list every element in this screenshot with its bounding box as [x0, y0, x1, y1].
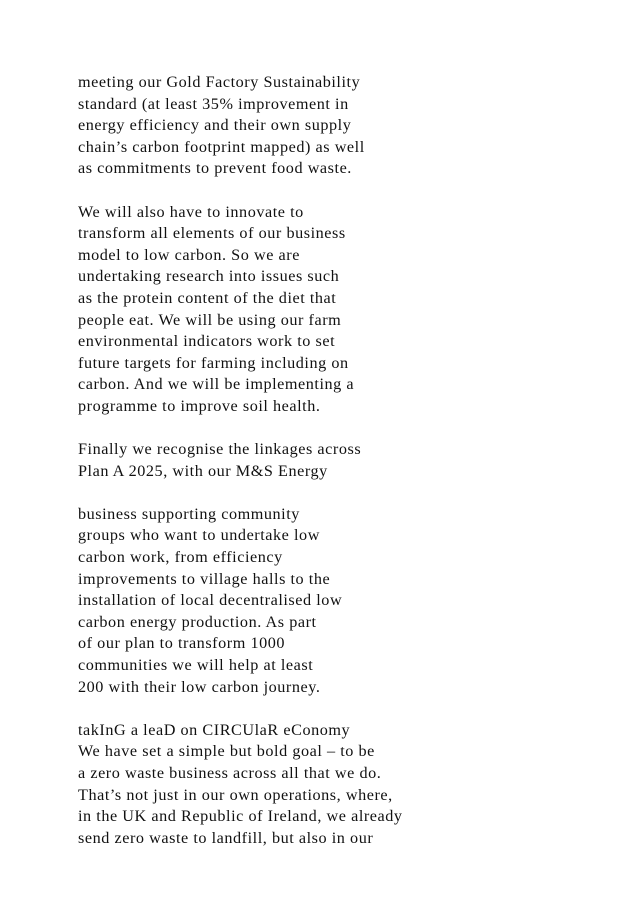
- text-line: environmental indicators work to set: [78, 332, 336, 351]
- text-line: as commitments to prevent food waste.: [78, 159, 352, 178]
- text-line: programme to improve soil health.: [78, 396, 321, 415]
- text-line: future targets for farming including on: [78, 353, 349, 372]
- text-line: in the UK and Republic of Ireland, we already: [78, 807, 403, 826]
- text-line: undertaking research into issues such: [78, 267, 340, 286]
- text-line: installation of local decentralised low: [78, 591, 343, 610]
- text-line: carbon energy production. As part: [78, 612, 317, 631]
- text-line: improvements to village halls to the: [78, 569, 331, 588]
- paragraph-linkages: [78, 439, 618, 482]
- text-line: transform all elements of our business: [78, 224, 346, 243]
- text-line: That’s not just in our own operations, where,: [78, 785, 393, 804]
- paragraph-circular-economy: [78, 720, 618, 850]
- text-line: meeting our Gold Factory Sustainability: [78, 73, 361, 91]
- text-line: a zero waste business across all that we do.: [78, 764, 382, 782]
- text-line: as the protein content of the diet that: [78, 288, 337, 307]
- text-line: Finally we recognise the linkages across: [78, 440, 362, 459]
- text-line: We have set a simple but bold goal – to be: [78, 742, 375, 761]
- text-line: We will also have to innovate to: [78, 202, 304, 221]
- text-line: business supporting community: [78, 504, 300, 523]
- text-line: standard (at least 35% improvement in: [78, 94, 349, 113]
- text-line: chain’s carbon footprint mapped) as well: [78, 137, 365, 156]
- text-line: carbon. And we will be implementing a: [78, 375, 355, 394]
- text-line: 200 with their low carbon journey.: [78, 677, 321, 696]
- paragraph-innovate: [78, 202, 618, 418]
- paragraph-community: [78, 504, 618, 698]
- text-line: send zero waste to landfill, but also in our: [78, 828, 374, 847]
- text-line: of our plan to transform 1000: [78, 634, 286, 653]
- section-heading: takInG a leaD on CIRCUlaR eConomy: [78, 720, 351, 739]
- text-line: people eat. We will be using our farm: [78, 310, 342, 329]
- text-line: model to low carbon. So we are: [78, 245, 300, 264]
- text-line: groups who want to undertake low: [78, 526, 320, 545]
- text-line: communities we will help at least: [78, 656, 314, 675]
- body-text: [78, 72, 618, 871]
- paragraph-gold-factory: [78, 72, 618, 180]
- text-line: carbon work, from efficiency: [78, 548, 283, 567]
- text-line: energy efficiency and their own supply: [78, 116, 352, 135]
- text-line: Plan A 2025, with our M&S Energy: [78, 461, 328, 480]
